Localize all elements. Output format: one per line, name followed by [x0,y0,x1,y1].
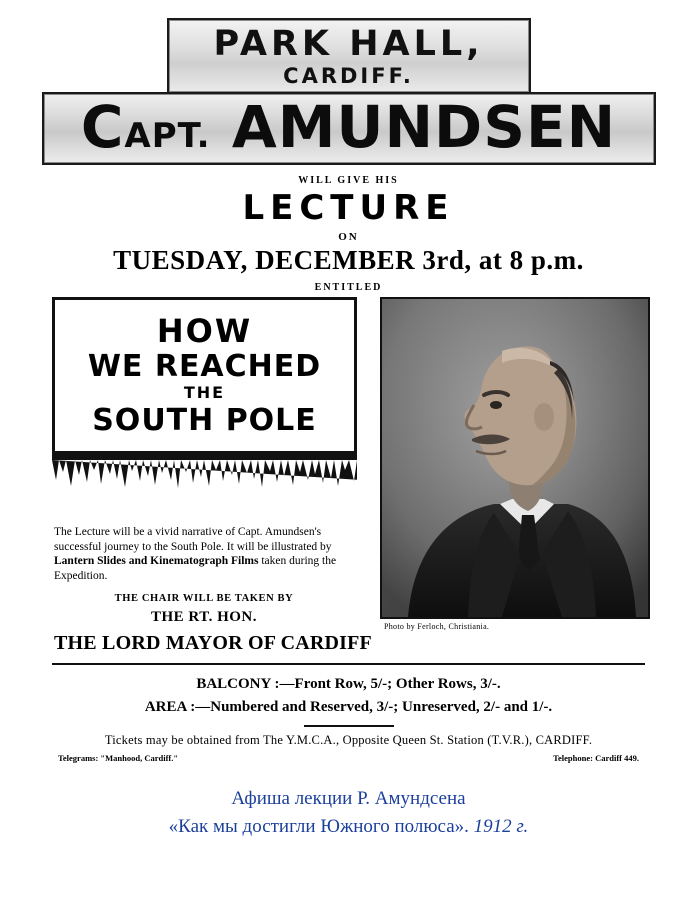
lecture-description [54,525,372,656]
photo-credit: Photo by Ferloch, Christiania. [384,622,490,631]
entitled-label: ENTITLED [314,282,383,293]
price-row-area: AREA :—Numbered and Reserved, 3/-; Unreserved, 2/- and 1/-. [144,698,553,715]
price-list [0,673,697,718]
lord-mayor-label: THE LORD MAYOR OF CARDIFF [54,631,372,654]
title-line-3: THE [183,383,226,403]
lecture-heading: LECTURE [242,188,455,228]
telegram-info: Telegrams: "Manhood, Cardiff." [58,753,179,763]
title-line-4: SOUTH POLE [92,403,317,439]
speaker-banner [42,92,656,165]
speaker-prefix-initial: C [80,92,125,161]
lecture-title-box [52,297,357,454]
chair-label: THE CHAIR WILL BE TAKEN BY [114,592,294,604]
venue-banner [167,18,531,94]
divider-top [52,663,645,665]
divider-short [304,725,394,727]
ticket-info: Tickets may be obtained from The Y.M.C.A., Opposite Queen St. Station (T.V.R.), CARDIFF. [104,733,593,747]
caption-line-2 [0,813,697,841]
telephone-info: Telephone: Cardiff 449. [553,753,639,763]
icicle-border-icon [52,454,357,488]
will-give-his-label: WILL GIVE HIS [298,175,399,186]
title-line-1: HOW [156,312,253,350]
rt-hon-label: THE RT. HON. [150,609,258,626]
venue-name: PARK HALL, [213,24,484,64]
event-dateline: TUESDAY, DECEMBER 3rd, at 8 p.m. [113,245,584,275]
title-line-2: WE REACHED [87,348,322,384]
contact-row [58,753,639,763]
lecture-title-panel [52,297,357,488]
speaker-prefix-small: APT. [124,115,211,156]
poster-middle-section [0,297,697,657]
blurb-text-1: The Lecture will be a vivid narrative of Capt. Amundsen's successful journey to the South Pole. It will be illustrated by [54,526,332,553]
announcement-block [0,175,697,293]
venue-city: CARDIFF. [283,63,414,88]
caption-line-2-year: 1912 г. [468,815,529,837]
poster-masthead [0,0,697,165]
portrait-illustration-icon [382,299,648,617]
speaker-name-line [44,92,654,161]
blurb-text-2: taken during the Expedition. [54,555,337,583]
speaker-surname: AMUNDSEN [231,92,617,161]
price-row-balcony: BALCONY :—Front Row, 5/-; Other Rows, 3/-. [196,676,501,692]
portrait-panel [380,297,650,631]
blurb-text-bold: Lantern Slides and Kinematograph Films [54,555,259,568]
caption-line-2-title: «Как мы достигли Южного полюса». [168,815,469,837]
amundsen-portrait [380,297,650,619]
caption-line-1: Афиша лекции Р. Амундсена [231,788,466,809]
on-label: ON [338,231,359,243]
image-caption [0,785,697,840]
